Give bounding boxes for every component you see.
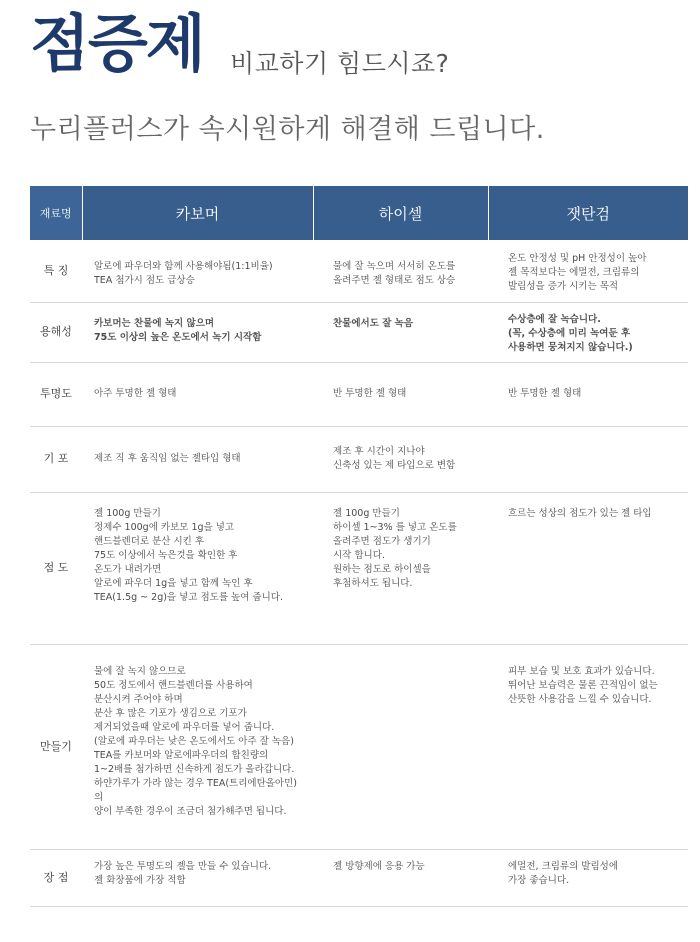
row-label: 기 포 (30, 426, 82, 492)
row-label: 특 징 (30, 240, 82, 302)
table-cell: 젤 방향제에 응용 가능 (313, 849, 488, 906)
header-material: 재료명 (30, 186, 82, 240)
table-row-advantages (30, 849, 688, 906)
table-cell: 반 투명한 젤 형태 (313, 362, 488, 426)
table-cell: 젤 100g 만들기 정제수 100g에 카보모 1g을 넣고 핸드블렌더로 분산 시킨 후 75도 이상에서 녹은것을 확인한 후 온도가 내려가면 알로에 파우더 1g을 넣고 함께 녹인 후 TEA(1.5g ~ 2g)을 넣고 점도를 높여 줍니다. (82, 492, 313, 644)
header-xanthan: 잿탄검 (488, 186, 688, 240)
table-cell: 온도 안정성 및 pH 안정성이 높아 젤 목적보다는 에멀전, 크림류의 발림성을 증가 시키는 목적 (488, 240, 688, 302)
table-cell: 반 투명한 젤 형태 (488, 362, 688, 426)
table-cell: 젤 100g 만들기 하이셀 1~3% 를 넣고 온도를 올려주면 점도가 생기기 시작 합니다. 원하는 점도로 하이셀을 후첨하셔도 됩니다. (313, 492, 488, 644)
table-row-transparency (30, 362, 688, 426)
table-cell: 물에 잘 녹으며 서서히 온도를 올려주면 젤 형태로 점도 상승 (313, 240, 488, 302)
table-cell (313, 644, 488, 849)
table-cell: 피부 보습 및 보호 효과가 있습니다. 뛰어난 보습력은 물론 끈적임이 없는 산뜻한 사용감을 느낄 수 있습니다. (488, 644, 688, 849)
table-cell: 카보머는 찬물에 녹지 않으며 75도 이상의 높은 온도에서 녹기 시작함 (82, 302, 313, 362)
row-label: 용해성 (30, 302, 82, 362)
table-row-making (30, 644, 688, 849)
table-cell: 수상층에 잘 녹습니다. (꼭, 수상층에 미리 녹여둔 후 사용하면 뭉쳐지지 않습니다.) (488, 302, 688, 362)
table-cell: 흐르는 성상의 점도가 있는 젤 타입 (488, 492, 688, 644)
table-cell: 알로에 파우더와 함께 사용해야됨(1:1비율) TEA 첨가시 점도 급상승 (82, 240, 313, 302)
header-carbomer: 카보머 (82, 186, 313, 240)
table-row-bubbles (30, 426, 688, 492)
header-hicel: 하이셀 (313, 186, 488, 240)
table-cell: 가장 높은 투명도의 젤을 만들 수 있습니다. 젤 화장품에 가장 적합 (82, 849, 313, 906)
page-subtitle: 비교하기 힘드시죠? (230, 49, 450, 78)
table-cell: 아주 투명한 젤 형태 (82, 362, 313, 426)
row-label: 투명도 (30, 362, 82, 426)
table-cell: 제조 직 후 움직임 없는 젤타입 형태 (82, 426, 313, 492)
page-tagline: 누리플러스가 속시원하게 해결해 드립니다. (30, 114, 545, 145)
page-title: 점증제 (30, 7, 204, 80)
table-header-row (30, 186, 688, 240)
table-row-feature (30, 240, 688, 302)
comparison-table (30, 186, 688, 907)
table-cell: 제조 후 시간이 지나야 신축성 있는 제 타입으로 변함 (313, 426, 488, 492)
hero-banner (0, 0, 700, 180)
row-label: 만들기 (30, 644, 82, 849)
row-label: 장 점 (30, 849, 82, 906)
row-label: 점 도 (30, 492, 82, 644)
table-cell: 에멀전, 크림류의 발림성에 가장 좋습니다. (488, 849, 688, 906)
table-cell: 찬물에서도 잘 녹음 (313, 302, 488, 362)
table-cell (488, 426, 688, 492)
table-cell: 물에 잘 녹지 않으므로 50도 정도에서 핸드블렌더를 사용하여 분산시켜 주어야 하며 분산 후 많은 기포가 생김으로 기포가 제거되었을때 알로에 파우더를 넣어 줍니다. (알로에 파우더는 낮은 온도에서도 아주 잘 녹음) TEA를 카보머와 알로에파우더의 합친량의 1~2배를 첨가하면 신속하게 점도가 올라갑니다. 하얀가루가 가라 않는 경우 TEA(트리에탄올아민)의 양이 부족한 경우이 조금더 첨가해주면 됩니다. (82, 644, 313, 849)
table-row-viscosity (30, 492, 688, 644)
table-row-solubility (30, 302, 688, 362)
